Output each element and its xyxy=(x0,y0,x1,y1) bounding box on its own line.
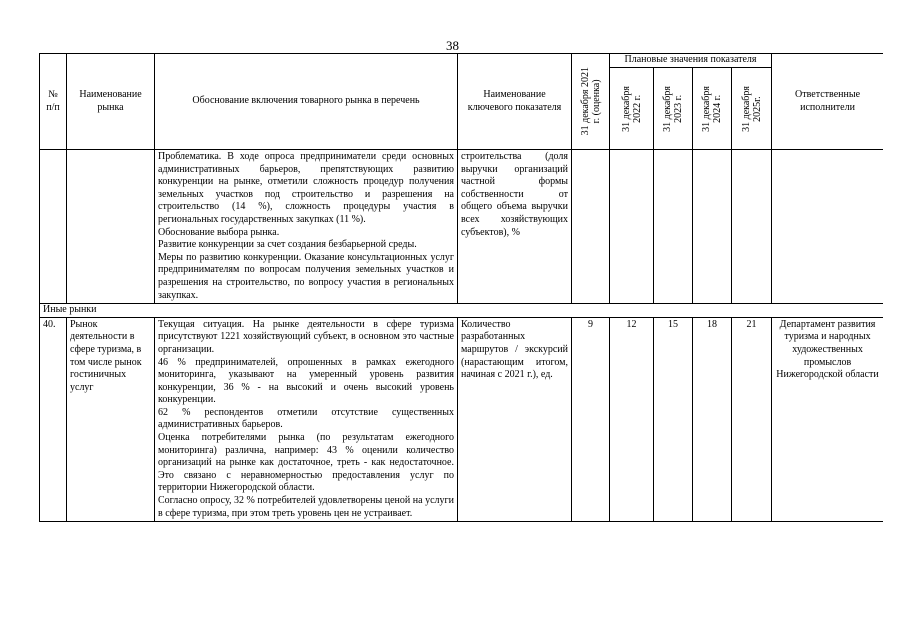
markets-table xyxy=(39,53,883,522)
cell-value-2022: 12 xyxy=(610,317,654,522)
cell-market: Рынок деятельности в сфере туризма, в том числе рынок гостиничных услуг xyxy=(67,317,155,522)
header-num: № п/п xyxy=(40,54,67,150)
header-market: Наименование рынка xyxy=(67,54,155,150)
cell-indicator-continued: строительства (доля выручки организаций частной формы собственности от общего объема выручки всех хозяйствующих субъектов), % xyxy=(458,150,572,304)
cell-value-2021: 9 xyxy=(572,317,610,522)
page-number: 38 xyxy=(446,38,459,53)
cell-rationale: Текущая ситуация. На рынке деятельности в сфере туризма присутствуют 1221 хозяйствующий субъект, в основном это частные организации. 46 % предпринимателей, опрошенных в рамках ежегодного мониторинга, указывают на умеренный уровень развития конкуренции, 36 % - на высокий и очень высокий уровень конкуренции. 62 % респондентов отметили отсутствие существенных административных барьеров. Оценка потребителями рынка (по результатам ежегодного мониторинга) различна, например: 43 % оценили количество организаций на рынке как достаточное, треть - как недостаточное. Это связано с неравномерностью предоставления услуг по территории Нижегородской области. Согласно опросу, 32 % потребителей удовлетворены ценой на услуги в сфере туризма, при этом треть уровень цен не устраивает. xyxy=(155,317,458,522)
header-planned-2025: 31 декабря 2025г. xyxy=(732,68,772,150)
cell-num-empty xyxy=(40,150,67,304)
cell-empty xyxy=(732,150,772,304)
table-row-40 xyxy=(40,317,884,522)
cell-num: 40. xyxy=(40,317,67,522)
cell-value-2023: 15 xyxy=(654,317,693,522)
header-rationale: Обоснование включения товарного рынка в перечень xyxy=(155,54,458,150)
document-table-frame xyxy=(39,53,883,620)
cell-empty xyxy=(572,150,610,304)
cell-indicator: Количество разработанных маршрутов / экскурсий (нарастающим итогом, начиная с 2021 г.), ед. xyxy=(458,317,572,522)
header-planned-group: Плановые значения показателя xyxy=(610,54,772,68)
header-indicator: Наименование ключевого показателя xyxy=(458,54,572,150)
header-planned-2022: 31 декабря 2022 г. xyxy=(610,68,654,150)
header-base-2021: 31 декабря 2021 г. (оценка) xyxy=(572,54,610,150)
cell-value-2024: 18 xyxy=(693,317,732,522)
cell-market-empty xyxy=(67,150,155,304)
cell-empty xyxy=(654,150,693,304)
table-row-continued xyxy=(40,150,884,304)
section-row xyxy=(40,304,884,318)
header-responsible: Ответственные исполнители xyxy=(772,54,883,150)
cell-value-2025: 21 xyxy=(732,317,772,522)
cell-empty xyxy=(610,150,654,304)
header-planned-2023: 31 декабря 2023 г. xyxy=(654,68,693,150)
cell-responsible: Департамент развития туризма и народных художественных промыслов Нижегородской области xyxy=(772,317,883,522)
cell-rationale-continued: Проблематика. В ходе опроса предприниматели среди основных административных барьеров, препятствующих развитию конкуренции на рынке, отметили сложность процедур получения земельных участков под строительство и разрешения на строительство (14 %), сложность процедуры участия в региональных государственных закупках (11 %). Обоснование выбора рынка. Развитие конкуренции за счет создания безбарьерной среды. Меры по развитию конкуренции. Оказание консультационных услуг предпринимателям по вопросам получения земельных участков и разрешения на строительство, по вопросу участия в региональных закупках. xyxy=(155,150,458,304)
header-planned-2024: 31 декабря 2024 г. xyxy=(693,68,732,150)
cell-empty xyxy=(693,150,732,304)
section-title: Иные рынки xyxy=(40,304,884,318)
cell-empty xyxy=(772,150,883,304)
